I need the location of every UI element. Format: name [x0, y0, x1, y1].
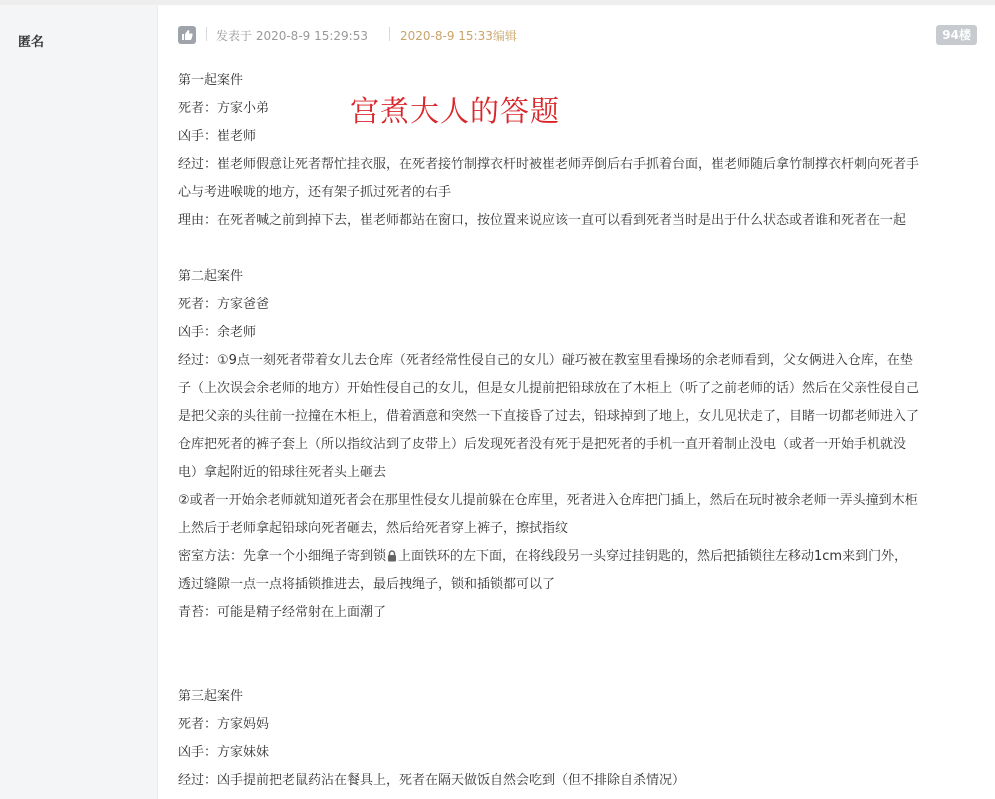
body-line: 电）拿起附近的铅球往死者头上砸去	[178, 465, 387, 480]
post-container	[158, 5, 995, 799]
body-line: 凶手：崔老师	[178, 129, 257, 144]
body-line: 第三起案件	[178, 689, 244, 704]
body-line: 死者：方家爸爸	[178, 297, 270, 312]
body-line: 上然后于老师拿起铅球向死者砸去，然后给死者穿上裤子，擦拭指纹	[178, 521, 569, 536]
floor-number-badge[interactable]: 94楼	[936, 25, 977, 45]
author-sidebar	[0, 5, 158, 799]
body-line: 凶手：余老师	[178, 325, 257, 340]
body-line: 凶手：方家妹妹	[178, 745, 270, 760]
body-line: 心与考进喉咙的地方，还有架子抓过死者的右手	[178, 185, 452, 200]
posted-time: 发表于 2020-8-9 15:29:53	[216, 29, 368, 43]
meta-separator	[206, 27, 207, 41]
edited-time: 2020-8-9 15:33编辑	[400, 29, 517, 43]
body-line: 子（上次误会余老师的地方）开始性侵自己的女儿，但是女儿提前把铅球放在了木柜上（听了之前老师的话）然后在父亲性侵自己	[178, 381, 920, 396]
body-line: 经过：凶手提前把老鼠药沾在餐具上，死者在隔天做饭自然会吃到（但不排除自杀情况）	[178, 773, 686, 788]
body-line: 是把父亲的头往前一拉撞在木柜上，借着酒意和突然一下直接昏了过去，铅球掉到了地上，女儿见状走了，目睹一切都老师进入了	[178, 409, 920, 424]
lock-method-text-start: 密室方法：先拿一个小细绳子寄到锁	[178, 549, 387, 564]
body-line: 青苔：可能是精子经常射在上面潮了	[178, 605, 387, 620]
author-name[interactable]: 匿名	[18, 35, 45, 50]
thumbs-up-icon[interactable]	[178, 26, 196, 44]
post-meta	[178, 25, 977, 45]
body-line: 仓库把死者的裤子套上（所以指纹沾到了皮带上）后发现死者没有死于是把死者的手机一直开着制止没电（或者一开始手机就没	[178, 437, 907, 452]
body-line: 透过缝隙一点一点将插锁推进去，最后拽绳子，锁和插锁都可以了	[178, 577, 556, 592]
body-line: 第一起案件	[178, 73, 244, 88]
body-line: 经过：①9点一刻死者带着女儿去仓库（死者经常性侵自己的女儿）碰巧被在教室里看操场的余老师看到，父女俩进入仓库，在垫	[178, 353, 913, 368]
lock-method-text-end: 上面铁环的左下面，在将线段另一头穿过挂钥匙的，然后把插锁往左移动1cm来到门外，	[398, 549, 908, 564]
overlay-title: 宫煮大人的答题	[350, 94, 561, 128]
meta-separator	[389, 27, 390, 41]
body-line: 第二起案件	[178, 269, 244, 284]
body-line-with-lock	[178, 547, 907, 567]
body-line: 经过：崔老师假意让死者帮忙挂衣服，在死者接竹制撑衣杆时被崔老师弄倒后右手抓着台面，崔老师随后拿竹制撑衣杆刺向死者手	[178, 157, 920, 172]
body-line: ②或者一开始余老师就知道死者会在那里性侵女儿提前躲在仓库里，死者进入仓库把门插上，然后在玩时被余老师一弄头撞到木柜	[178, 493, 918, 508]
body-line: 理由：在死者喊之前到掉下去，崔老师都站在窗口，按位置来说应该一直可以看到死者当时是出于什么状态或者谁和死者在一起	[178, 213, 907, 228]
body-line: 死者：方家小弟	[178, 101, 270, 116]
lock-icon	[387, 549, 397, 569]
body-line: 死者：方家妈妈	[178, 717, 270, 732]
